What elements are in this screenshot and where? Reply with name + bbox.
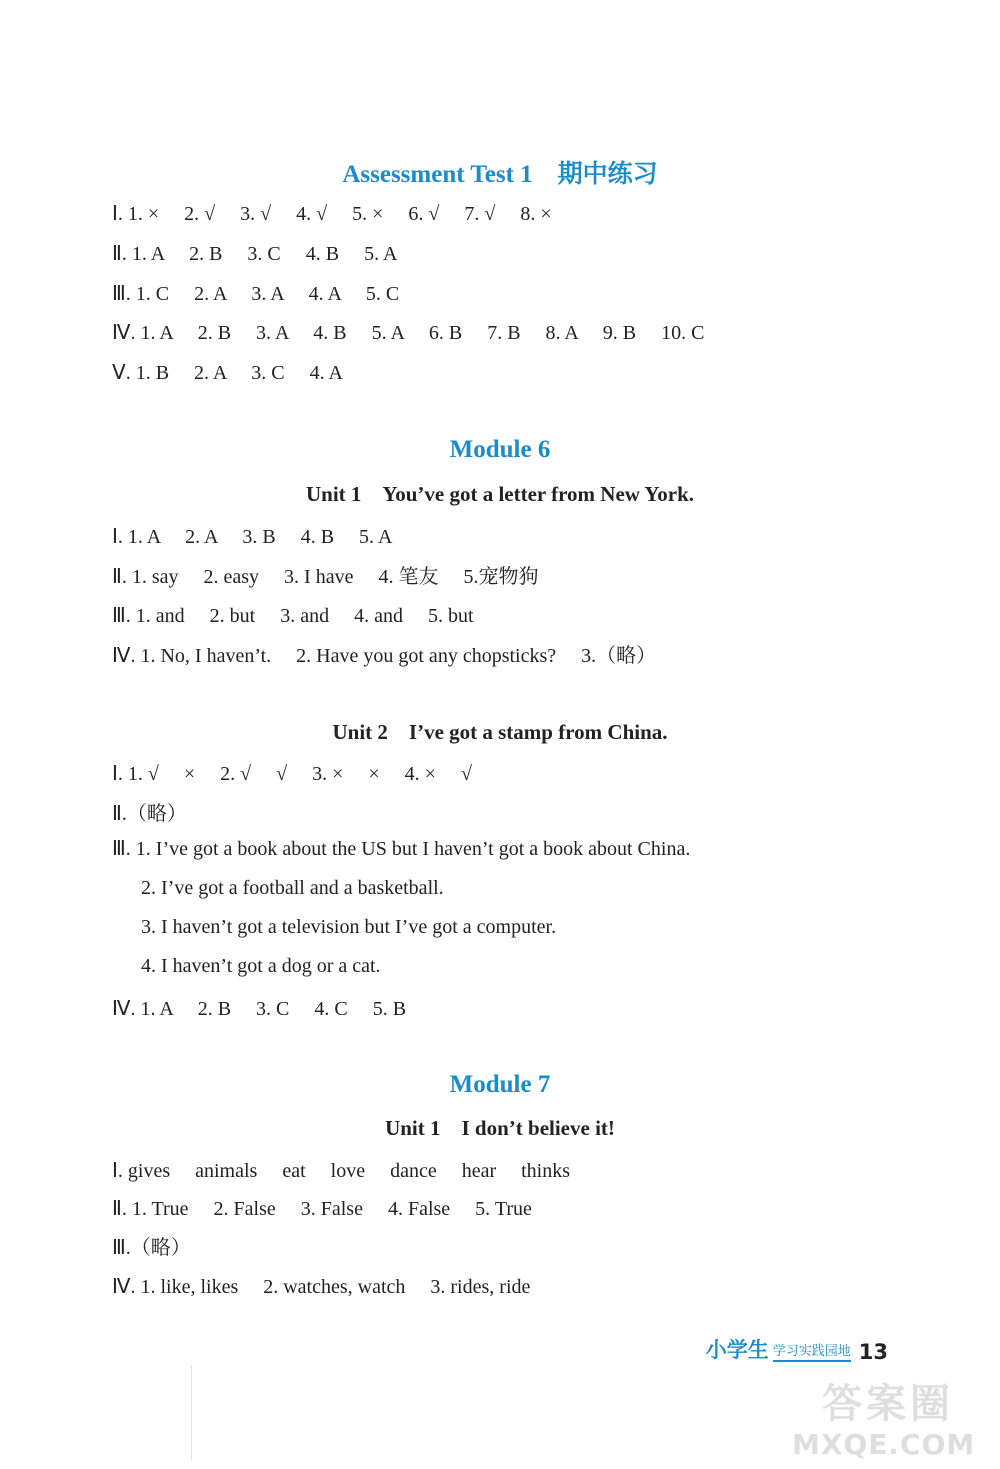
watermark-logo: 答案圈 [822,1381,954,1427]
section-heading-module-7: Module 7 [449,1071,551,1098]
section-heading-assessment: Assessment Test 1 期中练习 [342,161,658,188]
answer-line: Ⅱ. 1. A 2. B 3. C 4. B 5. A [112,241,398,265]
margin-line [191,1365,192,1460]
answer-line: Ⅲ. 1. C 2. A 3. A 4. A 5. C [112,281,400,305]
answer-line: Ⅲ. 1. and 2. but 3. and 4. and 5. but [112,603,474,627]
answer-line: 2. I’ve got a football and a basketball. [141,877,444,899]
page-footer [706,1334,888,1364]
answer-line: Ⅱ.（略） [112,801,187,825]
answer-line: Ⅳ. 1. A 2. B 3. A 4. B 5. A 6. B 7. B 8. A 9. B 10. C [112,320,705,344]
watermark [792,1372,992,1464]
section-heading-module-6: Module 6 [449,436,551,463]
answer-line: Ⅰ. 1. √ × 2. √ √ 3. × × 4. × √ [112,761,472,785]
answer-line: Ⅳ. 1. No, I haven’t. 2. Have you got any chopsticks? 3.（略） [112,643,657,667]
unit-title: Unit 2 I’ve got a stamp from China. [332,720,668,744]
brand-logo-text: 小学生 [705,1338,769,1362]
answer-line: Ⅲ. 1. I’ve got a book about the US but I haven’t got a book about China. [112,836,691,860]
answer-line: Ⅲ.（略） [112,1235,191,1259]
answer-line: 3. I haven’t got a television but I’ve got a computer. [141,916,557,938]
watermark-url: MXQE.COM [792,1428,976,1461]
answer-line: Ⅰ. 1. A 2. A 3. B 4. B 5. A [112,524,393,548]
unit-title: Unit 1 You’ve got a letter from New York. [305,482,695,506]
answer-line: Ⅱ. 1. say 2. easy 3. I have 4. 笔友 5.宠物狗 [112,564,539,588]
unit-title: Unit 1 I don’t believe it! [385,1116,615,1140]
answer-line: Ⅳ. 1. A 2. B 3. C 4. C 5. B [112,996,407,1020]
answer-line: Ⅳ. 1. like, likes 2. watches, watch 3. rides, ride [112,1274,531,1298]
page-number: 13 [858,1340,888,1364]
answer-line: Ⅰ. gives animals eat love dance hear thinks [112,1158,571,1182]
answer-line: Ⅰ. 1. × 2. √ 3. √ 4. √ 5. × 6. √ 7. √ 8. × [112,201,552,225]
answer-line: Ⅱ. 1. True 2. False 3. False 4. False 5. True [112,1196,532,1220]
answer-line: Ⅴ. 1. B 2. A 3. C 4. A [112,360,343,384]
answer-line: 4. I haven’t got a dog or a cat. [141,955,381,977]
brand-subtitle: 学习实践园地 [773,1340,851,1362]
